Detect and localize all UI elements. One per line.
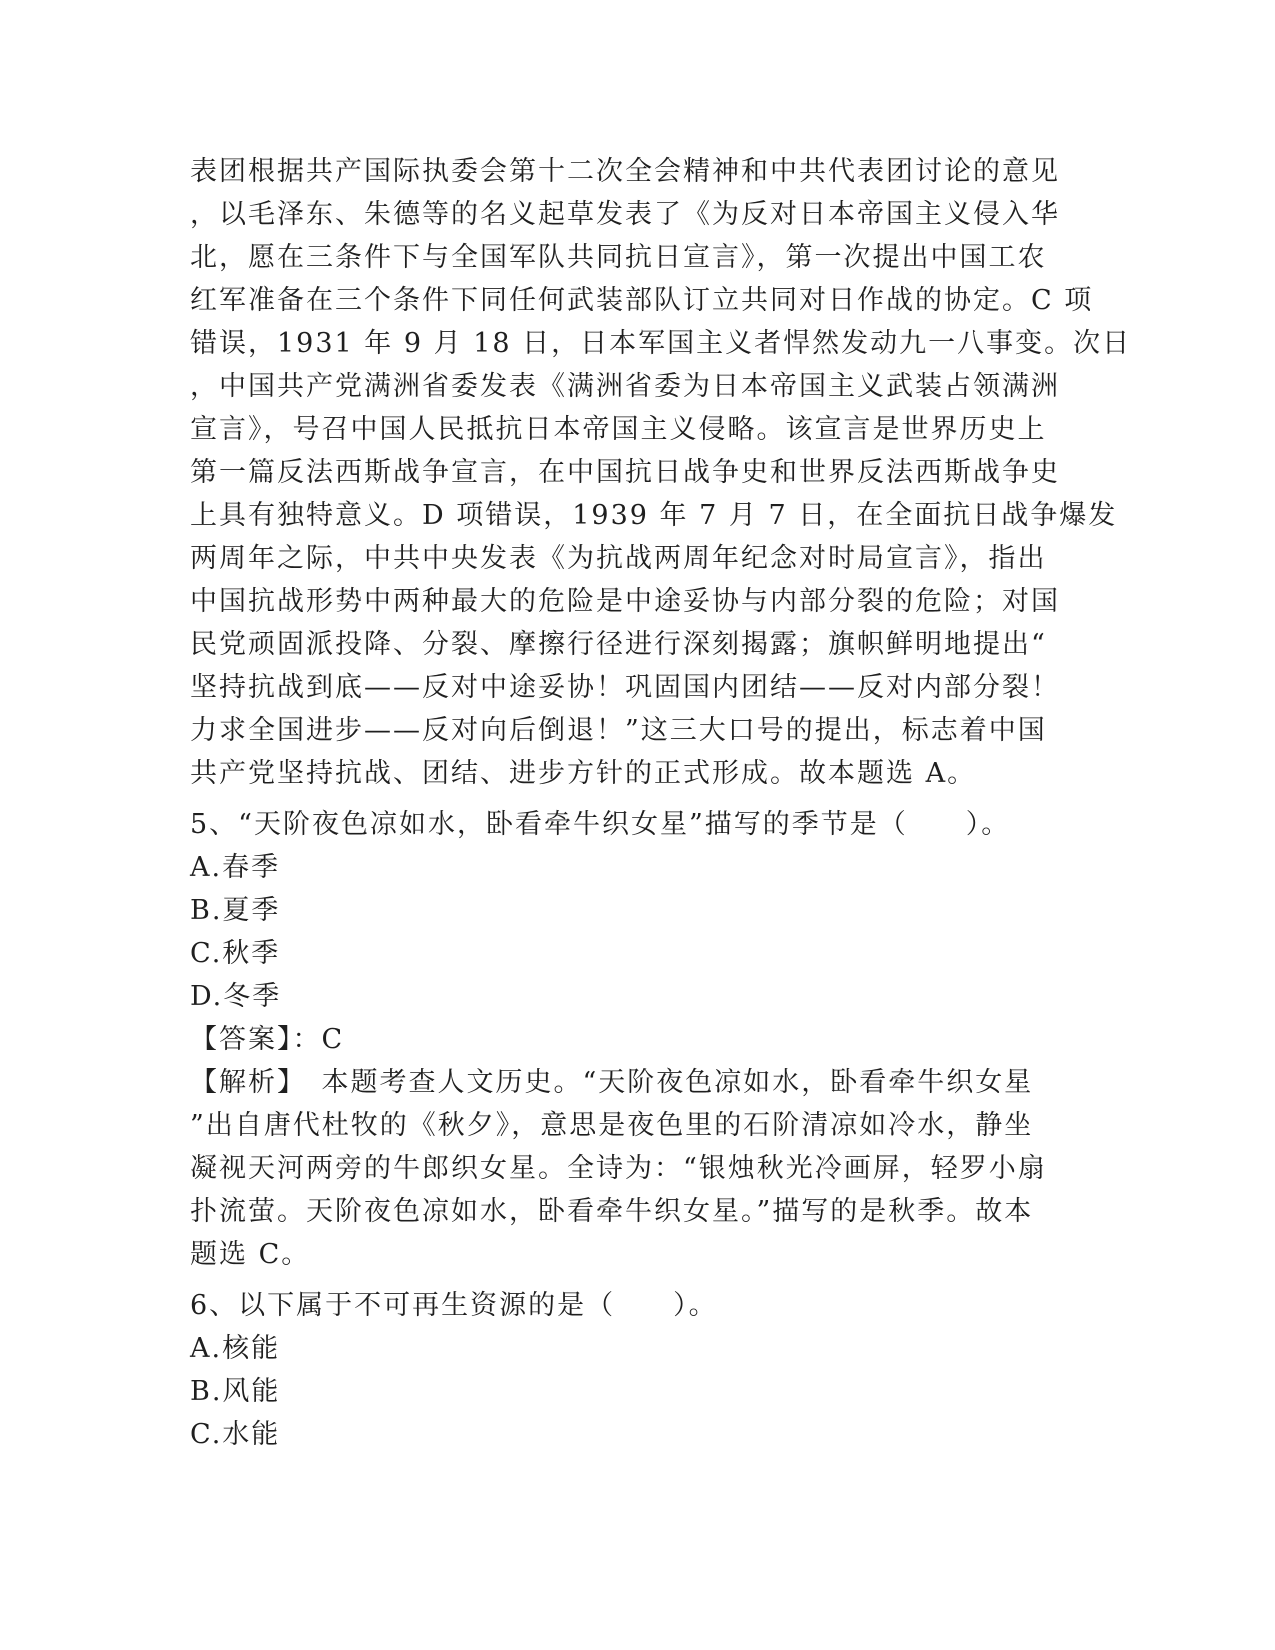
- paragraph-line: ，以毛泽东、朱德等的名义起草发表了《为反对日本帝国主义侵入华: [190, 199, 1060, 230]
- option-c: C.水能: [190, 1419, 281, 1450]
- question-6: [190, 1284, 1095, 1456]
- paragraph-line: 民党顽固派投降、分裂、摩擦行径进行深刻揭露；旗帜鲜明地提出“: [190, 629, 1047, 660]
- paragraph-line: ，中国共产党满洲省委发表《满洲省委为日本帝国主义武装占领满洲: [190, 371, 1060, 402]
- question-text: 5、“天阶夜色凉如水，卧看牵牛织女星”描写的季节是（ ）。: [190, 809, 1011, 840]
- paragraph-line: 宣言》，号召中国人民抵抗日本帝国主义侵略。该宣言是世界历史上: [190, 414, 1047, 445]
- option-b: B.风能: [190, 1376, 281, 1407]
- paragraph-line: 共产党坚持抗战、团结、进步方针的正式形成。故本题选 A。: [190, 758, 977, 789]
- paragraph-line: 两周年之际，中共中央发表《为抗战两周年纪念对时局宣言》，指出: [190, 543, 1047, 574]
- paragraph-line: 第一篇反法西斯战争宣言，在中国抗日战争史和世界反法西斯战争史: [190, 457, 1060, 488]
- explanation-line: 凝视天河两旁的牛郎织女星。全诗为：“银烛秋光冷画屏，轻罗小扇: [190, 1153, 1047, 1184]
- paragraph-line: 错误，1931 年 9 月 18 日，日本军国主义者悍然发动九一八事变。次日: [190, 328, 1132, 359]
- document-content: [190, 150, 1132, 1456]
- option-b: B.夏季: [190, 895, 281, 926]
- paragraph-line: 北，愿在三条件下与全国军队共同抗日宣言》，第一次提出中国工农: [190, 242, 1047, 273]
- answer-line: 【答案】：C: [190, 1024, 345, 1055]
- explanation-line: ”出自唐代杜牧的《秋夕》，意思是夜色里的石阶清凉如冷水，静坐: [190, 1110, 1034, 1141]
- paragraph-line: 力求全国进步——反对向后倒退！”这三大口号的提出，标志着中国: [190, 715, 1047, 746]
- section-gap: [190, 795, 1095, 803]
- explanation-line: 题选 C。: [190, 1239, 311, 1270]
- paragraph-line: 红军准备在三个条件下同任何武装部队订立共同对日作战的协定。C 项: [190, 285, 1094, 316]
- explanation-line: 【解析】 本题考查人文历史。“天阶夜色凉如水，卧看牵牛织女星: [190, 1067, 1034, 1098]
- option-a: A.春季: [190, 852, 281, 883]
- section-gap: [190, 1276, 1095, 1284]
- question-text: 6、以下属于不可再生资源的是（ ）。: [190, 1290, 718, 1321]
- question-5: [190, 803, 1095, 1276]
- paragraph-line: 表团根据共产国际执委会第十二次全会精神和中共代表团讨论的意见: [190, 156, 1060, 187]
- paragraph-line: 上具有独特意义。D 项错误，1939 年 7 月 7 日，在全面抗日战争爆发: [190, 500, 1118, 531]
- paragraph-line: 中国抗战形势中两种最大的危险是中途妥协与内部分裂的危险；对国: [190, 586, 1060, 617]
- option-a: A.核能: [190, 1333, 281, 1364]
- option-c: C.秋季: [190, 938, 281, 969]
- paragraph-line: 坚持抗战到底——反对中途妥协！巩固国内团结——反对内部分裂！: [190, 672, 1060, 703]
- q4-explanation: [190, 150, 1132, 795]
- explanation-line: 扑流萤。天阶夜色凉如水，卧看牵牛织女星。”描写的是秋季。故本: [190, 1196, 1034, 1227]
- option-d: D.冬季: [190, 981, 282, 1012]
